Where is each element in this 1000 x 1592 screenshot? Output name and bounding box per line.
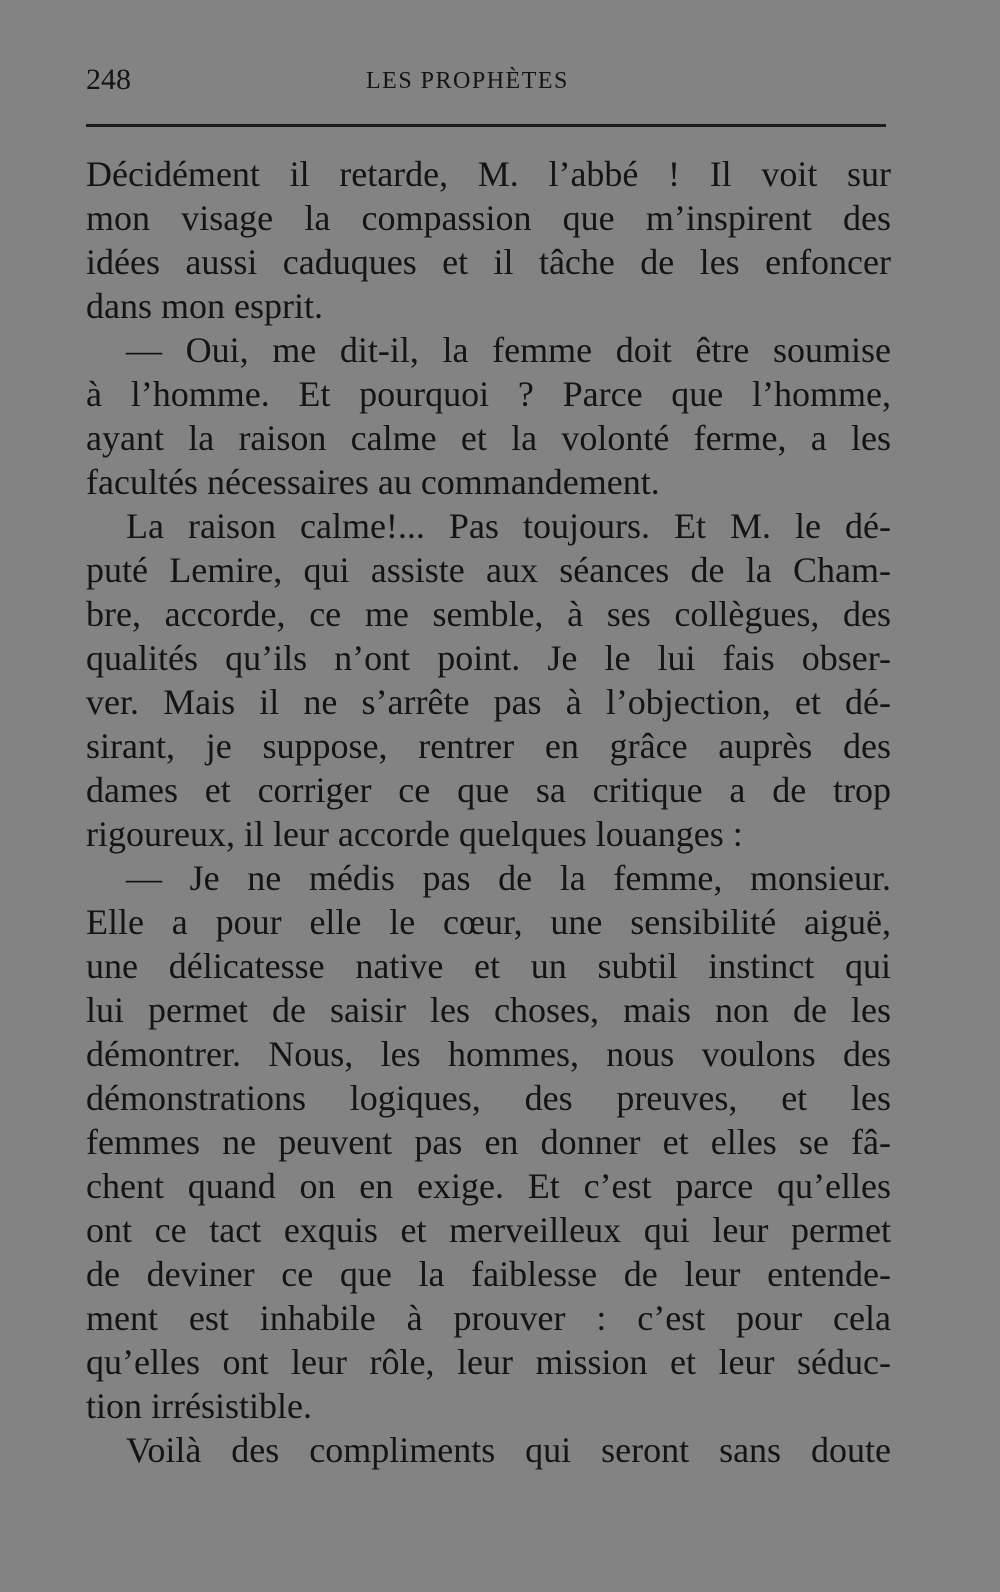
text-line: — Je ne médis pas de la femme, monsieur. (126, 858, 891, 898)
text-line: à l’homme. Et pourquoi ? Parce que l’homme, (86, 374, 891, 414)
text-line: tion irrésistible. (86, 1386, 312, 1426)
text-line: La raison calme!... Pas toujours. Et M. le dé- (126, 506, 891, 546)
text-line: mon visage la compassion que m’inspirent des (86, 198, 891, 238)
text-line: ment est inhabile à prouver : c’est pour cela (86, 1298, 891, 1338)
header-rule (86, 124, 886, 127)
text-line: lui permet de saisir les choses, mais non de les (86, 990, 891, 1030)
text-line: une délicatesse native et un subtil instinct qui (86, 946, 891, 986)
running-title: LES PROPHÈTES (366, 68, 569, 94)
text-line: démontrer. Nous, les hommes, nous voulons des (86, 1034, 891, 1074)
text-line: femmes ne peuvent pas en donner et elles se fâ- (86, 1122, 891, 1162)
text-line: qu’elles ont leur rôle, leur mission et leur séduc- (86, 1342, 891, 1382)
text-line: ont ce tact exquis et merveilleux qui leur permet (86, 1210, 891, 1250)
text-line: chent quand on en exige. Et c’est parce qu’elles (86, 1166, 891, 1206)
text-line: dames et corriger ce que sa critique a de trop (86, 770, 891, 810)
text-line: qualités qu’ils n’ont point. Je le lui fais obser- (86, 638, 891, 678)
text-line: rigoureux, il leur accorde quelques louanges : (86, 814, 743, 854)
text-line: ayant la raison calme et la volonté ferme, a les (86, 418, 891, 458)
text-line: Décidément il retarde, M. l’abbé ! Il voit sur (86, 154, 891, 194)
text-line: — Oui, me dit-il, la femme doit être soumise (126, 330, 891, 370)
text-line: Elle a pour elle le cœur, une sensibilité aiguë, (86, 902, 891, 942)
text-line: puté Lemire, qui assiste aux séances de la Cham- (86, 550, 891, 590)
page-number: 248 (86, 63, 131, 96)
text-line: idées aussi caduques et il tâche de les enfoncer (86, 242, 891, 282)
text-line: bre, accorde, ce me semble, à ses collègues, des (86, 594, 891, 634)
text-line: Voilà des compliments qui seront sans doute (126, 1430, 891, 1470)
body-text (86, 152, 891, 1472)
running-head (86, 62, 891, 102)
text-line: dans mon esprit. (86, 286, 323, 326)
text-line: de deviner ce que la faiblesse de leur entende- (86, 1254, 891, 1294)
text-line: ver. Mais il ne s’arrête pas à l’objection, et dé- (86, 682, 891, 722)
text-line: démonstrations logiques, des preuves, et les (86, 1078, 891, 1118)
text-line: sirant, je suppose, rentrer en grâce auprès des (86, 726, 891, 766)
text-line: facultés nécessaires au commandement. (86, 462, 660, 502)
